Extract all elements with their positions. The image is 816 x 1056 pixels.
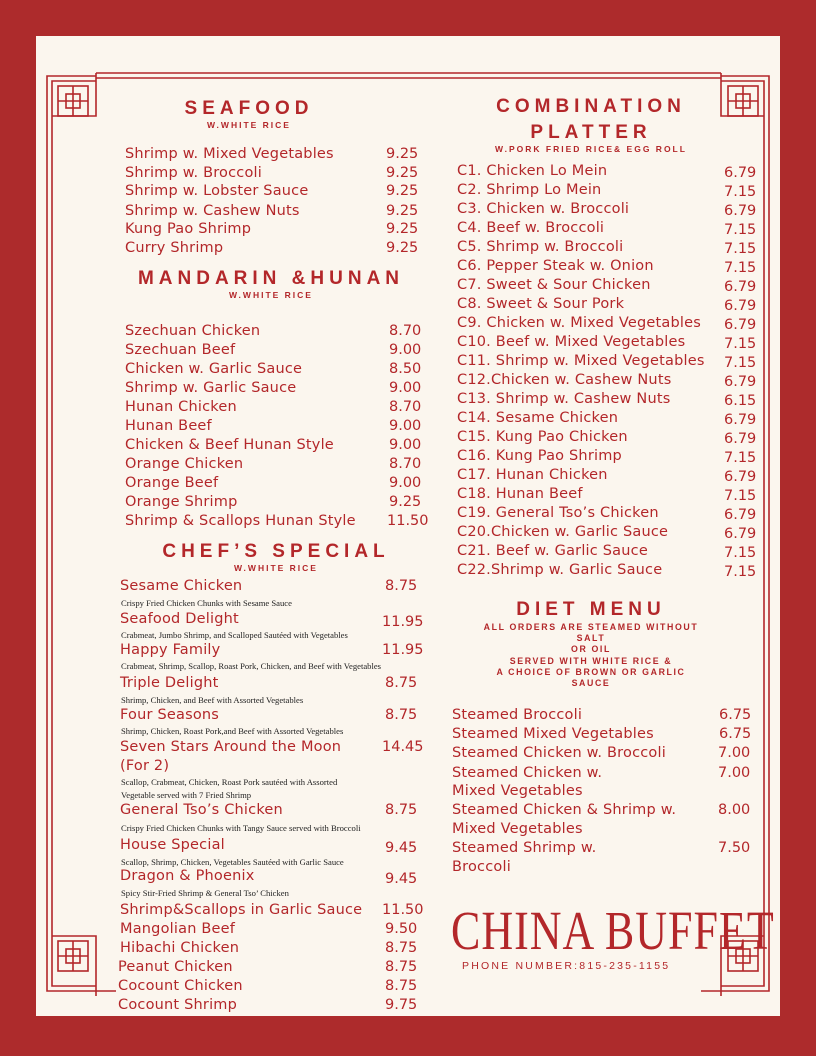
menu-item-price: 8.00 [718, 802, 751, 818]
menu-item-name: Steamed Mixed Vegetables [452, 726, 654, 742]
menu-item-price: 9.25 [386, 203, 419, 219]
menu-item-name: C10. Beef w. Mixed Vegetables [457, 334, 686, 350]
seafood-heading: SEAFOOD [184, 98, 314, 119]
menu-item-description: Crispy Fried Chicken Chunks with Tangy Sauce served with Broccoli [121, 823, 361, 833]
menu-item-name: Sesame Chicken [120, 578, 243, 594]
menu-item-name: Chicken & Beef Hunan Style [125, 437, 334, 453]
menu-item-price: 9.25 [386, 146, 419, 162]
menu-item-price: 8.75 [385, 802, 418, 818]
menu-item-name: C5. Shrimp w. Broccoli [457, 239, 624, 255]
seafood-subtitle: W.WHITE RICE [207, 120, 291, 130]
menu-item-price: 6.79 [724, 279, 757, 295]
menu-item-name: Steamed Broccoli [452, 707, 583, 723]
menu-item-name: C12.Chicken w. Cashew Nuts [457, 372, 672, 388]
diet-note-line: ALL ORDERS ARE STEAMED WITHOUT [483, 622, 699, 632]
menu-item-price: 7.00 [718, 745, 751, 761]
menu-item-name: C8. Sweet & Sour Pork [457, 296, 625, 312]
menu-item-price: 11.95 [382, 614, 424, 630]
menu-item-name: Mixed Vegetables [452, 783, 583, 799]
menu-item-price: 9.25 [389, 494, 422, 510]
menu-page [36, 36, 780, 1016]
menu-item-name: C7. Sweet & Sour Chicken [457, 277, 651, 293]
menu-item-name: Steamed Chicken w. [452, 765, 603, 781]
menu-item-name: Shrimp w. Broccoli [125, 165, 263, 181]
menu-item-price: 8.75 [385, 707, 418, 723]
menu-item-price: 8.75 [385, 940, 418, 956]
restaurant-name: CHINA BUFFET [451, 900, 775, 962]
menu-item-name: Shrimp & Scallops Hunan Style [125, 513, 356, 529]
menu-item-name: C4. Beef w. Broccoli [457, 220, 605, 236]
diet-note-line: SAUCE [571, 678, 611, 688]
menu-item-price: 9.00 [389, 437, 422, 453]
menu-item-name: C6. Pepper Steak w. Onion [457, 258, 654, 274]
menu-item-price: 8.70 [389, 399, 422, 415]
menu-item-description: Scallop, Shrimp, Chicken, Vegetables Sautéed with Garlic Sauce [121, 857, 344, 867]
menu-item-name: (For 2) [120, 758, 170, 774]
menu-item-name: C13. Shrimp w. Cashew Nuts [457, 391, 671, 407]
menu-item-price: 9.25 [386, 165, 419, 181]
menu-item-price: 7.15 [724, 450, 757, 466]
menu-item-name: Steamed Shrimp w. [452, 840, 597, 856]
menu-item-name: Szechuan Chicken [125, 323, 261, 339]
menu-item-name: Hibachi Chicken [120, 940, 240, 956]
menu-item-description: Shrimp, Chicken, and Beef with Assorted Vegetables [121, 695, 304, 705]
menu-item-name: C18. Hunan Beef [457, 486, 583, 502]
menu-item-name: Steamed Chicken w. Broccoli [452, 745, 666, 761]
menu-item-price: 7.15 [724, 336, 757, 352]
menu-item-price: 9.00 [389, 418, 422, 434]
menu-item-price: 6.79 [724, 317, 757, 333]
menu-item-price: 9.50 [385, 921, 418, 937]
menu-item-name: House Special [120, 837, 225, 853]
diet-note-line: SALT [576, 633, 606, 643]
menu-item-description: Scallop, Crabmeat, Chicken, Roast Pork sautéed with Assorted [121, 777, 338, 787]
menu-item-price: 6.79 [724, 412, 757, 428]
diet-note-line: A CHOICE OF BROWN OR GARLIC [496, 667, 686, 677]
menu-item-price: 7.15 [724, 488, 757, 504]
menu-item-price: 6.79 [724, 526, 757, 542]
diet-note-line: OR OIL [571, 644, 611, 654]
menu-item-price: 8.70 [389, 323, 422, 339]
menu-item-name: Triple Delight [120, 675, 219, 691]
menu-item-description: Crabmeat, Shrimp, Scallop, Roast Pork, Chicken, and Beef with Vegetables [121, 661, 381, 671]
menu-item-price: 7.00 [718, 765, 751, 781]
menu-item-price: 8.75 [385, 959, 418, 975]
menu-item-price: 6.15 [724, 393, 757, 409]
menu-item-name: Shrimp w. Lobster Sauce [125, 183, 309, 199]
menu-item-price: 8.50 [389, 361, 422, 377]
menu-item-description: Spicy Stir-Fried Shrimp & General Tso’ Chicken [121, 888, 289, 898]
menu-item-name: C22.Shrimp w. Garlic Sauce [457, 562, 663, 578]
menu-item-name: C20.Chicken w. Garlic Sauce [457, 524, 669, 540]
menu-item-price: 9.25 [386, 183, 419, 199]
menu-item-name: C11. Shrimp w. Mixed Vegetables [457, 353, 705, 369]
chefs-special-subtitle: W.WHITE RICE [234, 563, 318, 573]
menu-item-name: C9. Chicken w. Mixed Vegetables [457, 315, 701, 331]
combo-heading-line2: PLATTER [530, 122, 652, 143]
menu-item-name: Szechuan Beef [125, 342, 236, 358]
menu-item-name: Cocount Shrimp [118, 997, 238, 1013]
menu-item-name: Hunan Beef [125, 418, 212, 434]
menu-item-price: 7.15 [724, 355, 757, 371]
menu-item-price: 7.15 [724, 260, 757, 276]
menu-item-name: Happy Family [120, 642, 221, 658]
menu-item-name: Steamed Chicken & Shrimp w. [452, 802, 677, 818]
menu-item-name: Orange Shrimp [125, 494, 238, 510]
menu-item-name: C2. Shrimp Lo Mein [457, 182, 602, 198]
menu-item-name: Cocount Chicken [118, 978, 243, 994]
menu-item-price: 7.15 [724, 184, 757, 200]
menu-item-price: 8.75 [385, 978, 418, 994]
menu-item-price: 7.15 [724, 222, 757, 238]
menu-item-price: 6.79 [724, 507, 757, 523]
menu-item-price: 9.25 [386, 221, 419, 237]
menu-item-name: Chicken w. Garlic Sauce [125, 361, 303, 377]
menu-item-name: C14. Sesame Chicken [457, 410, 619, 426]
menu-item-name: Broccoli [452, 859, 511, 875]
menu-item-price: 6.79 [724, 165, 757, 181]
menu-item-price: 9.75 [385, 997, 418, 1013]
menu-item-name: C15. Kung Pao Chicken [457, 429, 628, 445]
diet-menu-heading: DIET MENU [516, 599, 666, 620]
menu-item-price: 11.95 [382, 642, 424, 658]
menu-item-name: C3. Chicken w. Broccoli [457, 201, 630, 217]
menu-item-price: 6.79 [724, 374, 757, 390]
menu-item-name: Shrimp w. Cashew Nuts [125, 203, 300, 219]
menu-item-name: Mangolian Beef [120, 921, 236, 937]
menu-item-name: Dragon & Phoenix [120, 868, 255, 884]
menu-item-name: Orange Chicken [125, 456, 244, 472]
menu-item-name: C19. General Tso’s Chicken [457, 505, 659, 521]
menu-item-name: C16. Kung Pao Shrimp [457, 448, 622, 464]
menu-item-description: Shrimp, Chicken, Roast Pork,and Beef with Assorted Vegetables [121, 726, 344, 736]
menu-item-price: 8.70 [389, 456, 422, 472]
menu-item-price: 9.25 [386, 240, 419, 256]
menu-item-price: 14.45 [382, 739, 424, 755]
menu-item-description: Vegetable served with 7 Fried Shrimp [121, 790, 252, 800]
menu-item-name: Kung Pao Shrimp [125, 221, 252, 237]
menu-item-name: Shrimp w. Mixed Vegetables [125, 146, 334, 162]
menu-item-price: 6.79 [724, 203, 757, 219]
menu-item-price: 11.50 [382, 902, 424, 918]
menu-item-name: Seven Stars Around the Moon [120, 739, 342, 755]
menu-item-name: Curry Shrimp [125, 240, 224, 256]
menu-item-price: 6.75 [719, 726, 752, 742]
menu-item-price: 9.45 [385, 840, 418, 856]
menu-item-price: 9.45 [385, 871, 418, 887]
mandarin-subtitle: W.WHITE RICE [229, 290, 313, 300]
phone-number: PHONE NUMBER:815-235-1155 [462, 960, 671, 972]
menu-item-name: C17. Hunan Chicken [457, 467, 608, 483]
combo-subtitle: W.PORK FRIED RICE& EGG ROLL [495, 144, 687, 154]
menu-item-description: Crispy Fried Chicken Chunks with Sesame Sauce [121, 598, 292, 608]
menu-item-price: 6.79 [724, 469, 757, 485]
menu-item-price: 9.00 [389, 475, 422, 491]
menu-item-name: Peanut Chicken [118, 959, 233, 975]
menu-item-name: Orange Beef [125, 475, 219, 491]
menu-item-name: Four Seasons [120, 707, 220, 723]
diet-note-line: SERVED WITH WHITE RICE & [509, 656, 673, 666]
menu-item-name: C21. Beef w. Garlic Sauce [457, 543, 648, 559]
menu-item-name: Shrimp w. Garlic Sauce [125, 380, 297, 396]
menu-item-price: 6.79 [724, 298, 757, 314]
menu-item-price: 7.15 [724, 564, 757, 580]
chefs-special-heading: CHEF’S SPECIAL [162, 541, 390, 562]
menu-item-name: Mixed Vegetables [452, 821, 583, 837]
menu-item-price: 7.50 [718, 840, 751, 856]
menu-item-price: 8.75 [385, 578, 418, 594]
mandarin-heading: MANDARIN &HUNAN [137, 268, 405, 289]
menu-item-price: 11.50 [387, 513, 429, 529]
menu-item-name: Hunan Chicken [125, 399, 237, 415]
menu-item-price: 6.75 [719, 707, 752, 723]
menu-item-price: 9.00 [389, 380, 422, 396]
menu-item-name: C1. Chicken Lo Mein [457, 163, 608, 179]
menu-item-price: 9.00 [389, 342, 422, 358]
menu-item-price: 8.75 [385, 675, 418, 691]
menu-item-price: 7.15 [724, 241, 757, 257]
menu-item-name: Shrimp&Scallops in Garlic Sauce [120, 902, 363, 918]
combo-heading-line1: COMBINATION [496, 96, 686, 117]
menu-item-price: 6.79 [724, 431, 757, 447]
menu-item-description: Crabmeat, Jumbo Shrimp, and Scalloped Sautéed with Vegetables [121, 630, 348, 640]
menu-item-name: General Tso’s Chicken [120, 802, 283, 818]
menu-item-price: 7.15 [724, 545, 757, 561]
menu-item-name: Seafood Delight [120, 611, 239, 627]
